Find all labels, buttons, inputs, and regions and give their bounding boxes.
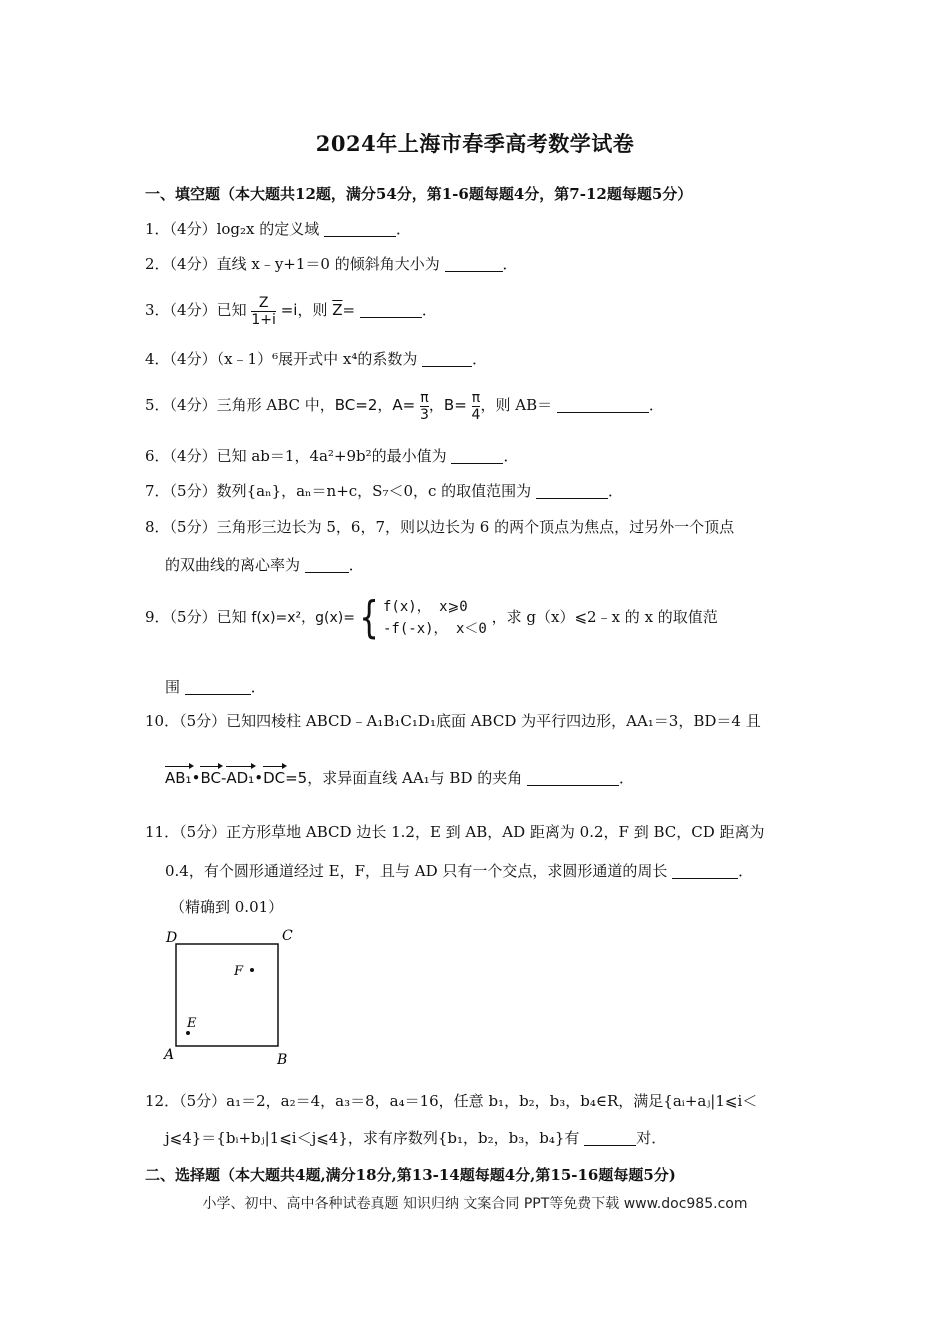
label-e: E	[187, 1016, 197, 1031]
label-a: A	[164, 1047, 175, 1063]
vector-dc: DC	[263, 769, 286, 787]
label-b: B	[277, 1052, 288, 1066]
question-12: 12．（5分）a₁＝2，a₂＝4，a₃＝8，a₄＝16，任意 b₁，b₂，b₃，b₄∈R，满足{aᵢ+aⱼ|1⩽i＜	[145, 1092, 758, 1110]
answer-blank	[536, 484, 608, 499]
question-10: 10．（5分）已知四棱柱 ABCD﹣A₁B₁C₁D₁底面 ABCD 为平行四边形，AA₁＝3，BD＝4 且	[145, 712, 761, 730]
question-6: 6．（4分）已知 ab＝1，4a²+9b²的最小值为 ．	[145, 447, 519, 465]
answer-blank	[360, 303, 422, 318]
point-e	[186, 1031, 190, 1035]
footer-text: 小学、初中、高中各种试卷真题 知识归纳 文案合同 PPT等免费下载 www.doc985.com	[202, 1196, 748, 1212]
question-12-line2: j⩽4}＝{bᵢ+bⱼ|1⩽i＜j⩽4}，求有序数列{b₁，b₂，b₃，b₄}有 对．	[165, 1129, 667, 1147]
point-f	[250, 968, 254, 972]
question-4: 4．（4分）（x﹣1）⁶展开式中 x⁴的系数为 ．	[145, 350, 488, 368]
answer-blank	[185, 680, 251, 695]
page-title: 2024年上海市春季高考数学试卷	[315, 131, 635, 156]
answer-blank	[305, 558, 349, 573]
answer-blank	[451, 449, 503, 464]
answer-blank	[422, 352, 472, 367]
piecewise-cases: f(x)， x⩾0 -f(-x)， x＜0	[382, 599, 487, 637]
answer-blank	[445, 257, 503, 272]
vector-bc: BC	[200, 769, 221, 787]
answer-blank	[527, 771, 619, 786]
question-3: 3．（4分）已知 $\frac{Z}{1+i}$ =i，则 $\overline{Z}=$ ．	[145, 294, 437, 328]
answer-blank	[324, 222, 396, 237]
question-10-line2: AB₁•BC-AD₁•DC=5，求异面直线 AA₁与 BD 的夹角 ．	[165, 769, 635, 787]
left-brace: {	[359, 592, 379, 643]
question-1: 1．（4分）log₂x 的定义域 ．	[145, 220, 412, 238]
fraction: $\frac{Z}{1+i}$	[251, 294, 276, 328]
vector-ad1: AD₁	[226, 769, 255, 787]
section-1-heading: 一、填空题（本大题共12题，满分54分，第1-6题每题4分，第7-12题每题5分）	[145, 185, 693, 203]
question-2: 2．（4分）直线 x﹣y+1＝0 的倾斜角大小为 ．	[145, 255, 518, 273]
answer-blank	[672, 864, 738, 879]
label-d: D	[166, 930, 178, 946]
square-figure	[160, 926, 300, 1066]
answer-blank	[557, 398, 649, 413]
question-8-line2: 的双曲线的离心率为 ．	[165, 556, 364, 574]
question-11-line3: （精确到 0.01）	[170, 898, 284, 916]
question-7: 7．（5分）数列{aₙ}，aₙ＝n+c，S₇＜0，c 的取值范围为 ．	[145, 482, 623, 500]
question-9: 9．（5分）已知 f(x)=x²，g(x)={ f(x)， x⩾0 -f(-x)， x＜0 ，求 g（x）⩽2﹣x 的 x 的取值范	[145, 592, 718, 643]
label-c: C	[282, 928, 293, 944]
fraction-pi-4: $\frac{\pi}{4}$	[471, 389, 481, 423]
question-11: 11．（5分）正方形草地 ABCD 边长 1.2，E 到 AB，AD 距离为 0.2，F 到 BC，CD 距离为	[145, 823, 765, 841]
vector-ab1: AB₁	[165, 769, 192, 787]
label-f: F	[234, 964, 244, 979]
question-9-line2: 围 ．	[165, 678, 266, 696]
question-8: 8．（5分）三角形三边长为 5，6，7，则以边长为 6 的两个顶点为焦点，过另外一个顶点	[145, 518, 735, 536]
question-5: 5．（4分）三角形 ABC 中，BC=2，A= $\frac{\pi}{3}$ ，B= $\frac{\pi}{4}$ ，则 AB＝ ．	[145, 389, 664, 423]
section-2-heading: 二、选择题（本大题共4题,满分18分,第13-14题每题4分,第15-16题每题5分)	[145, 1166, 676, 1184]
answer-blank	[584, 1131, 636, 1146]
fraction-pi-3: $\frac{\pi}{3}$	[419, 389, 429, 423]
question-11-line2: 0.4，有个圆形通道经过 E，F，且与 AD 只有一个交点，求圆形通道的周长 ．	[165, 862, 754, 880]
z-conjugate: $\overline{Z}$	[332, 301, 343, 319]
